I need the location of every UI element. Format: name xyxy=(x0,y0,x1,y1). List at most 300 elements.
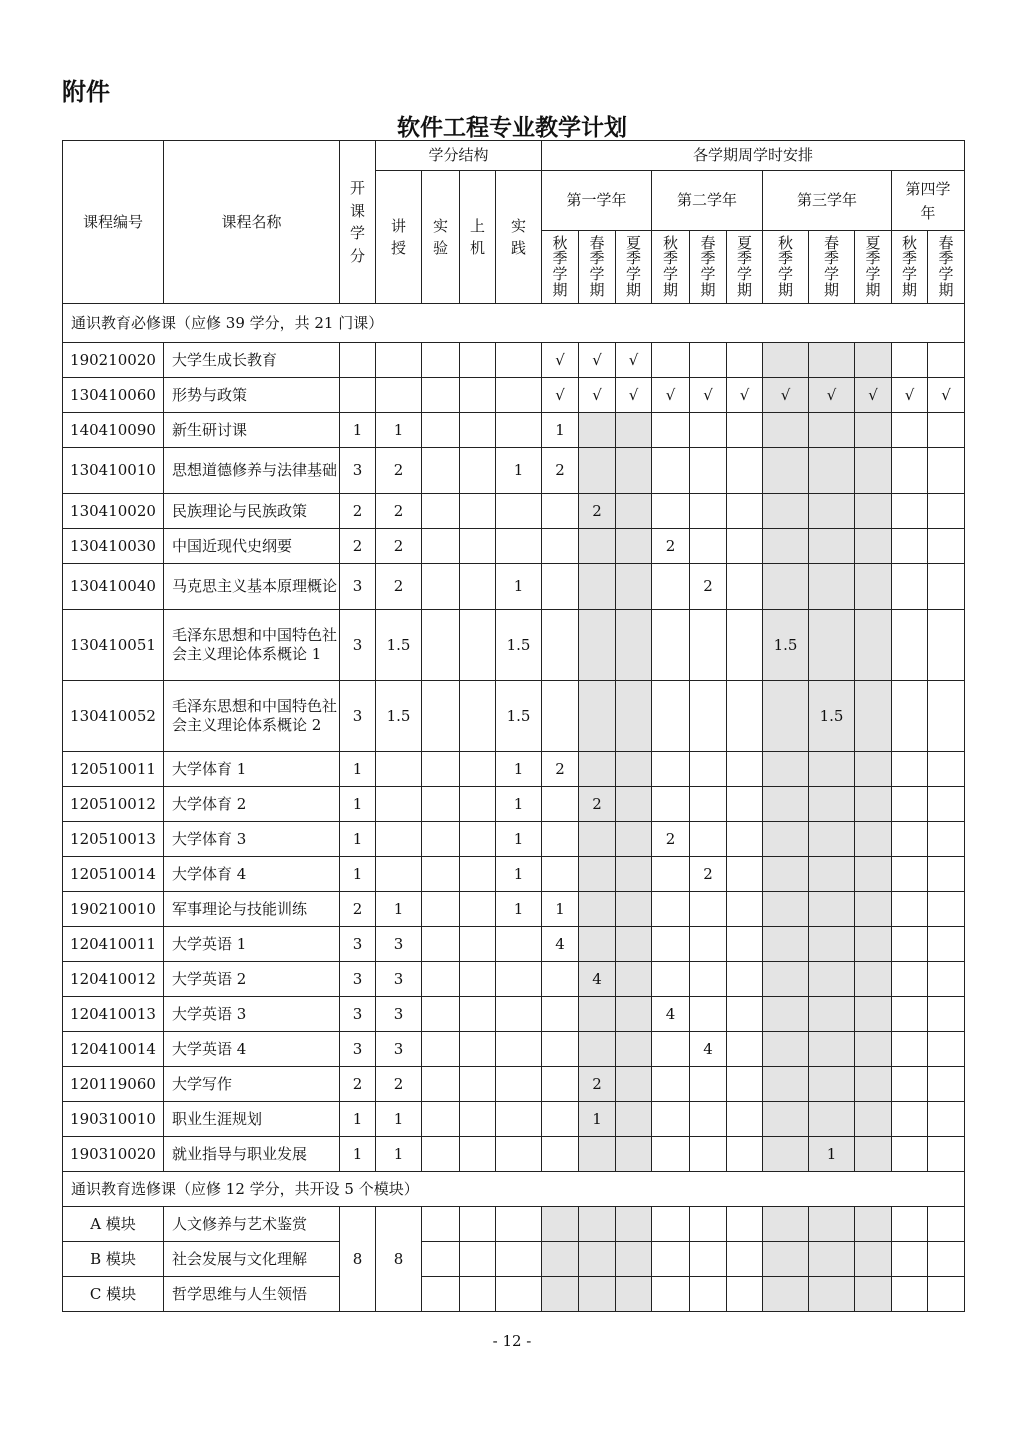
semester-hours: 1.5 xyxy=(763,610,809,681)
semester-hours: √ xyxy=(542,343,579,378)
experiment-credit xyxy=(422,892,460,927)
semester-hours xyxy=(892,892,928,927)
semester-hours xyxy=(928,1032,965,1067)
semester-hours xyxy=(727,529,763,564)
semester-hours xyxy=(892,752,928,787)
practice-credit: 1 xyxy=(496,448,542,494)
table-row xyxy=(63,610,965,681)
semester-hours xyxy=(579,1277,616,1312)
course-name: 大学体育 2 xyxy=(164,787,340,822)
experiment-credit xyxy=(422,1032,460,1067)
semester-hours xyxy=(690,529,727,564)
semester-hours xyxy=(809,529,855,564)
semester-hours xyxy=(809,1067,855,1102)
semester-hours: √ xyxy=(763,378,809,413)
semester-hours xyxy=(690,1277,727,1312)
semester-hours: 1 xyxy=(809,1137,855,1172)
semester-hours xyxy=(727,1032,763,1067)
semester-hours xyxy=(652,962,690,997)
semester-hours xyxy=(690,1242,727,1277)
practice-credit: 1 xyxy=(496,564,542,610)
practice-credit xyxy=(496,494,542,529)
credit: 1 xyxy=(340,1137,376,1172)
semester-hours xyxy=(579,529,616,564)
semester-hours xyxy=(542,1242,579,1277)
semester-hours xyxy=(652,1242,690,1277)
semester-hours xyxy=(763,927,809,962)
computer-credit xyxy=(460,564,496,610)
practice-credit: 1 xyxy=(496,822,542,857)
semester-hours xyxy=(652,1207,690,1242)
semester-hours xyxy=(727,1277,763,1312)
module-code: B 模块 xyxy=(63,1242,164,1277)
computer-credit xyxy=(460,1032,496,1067)
semester-hours xyxy=(763,343,809,378)
experiment-credit xyxy=(422,413,460,448)
semester-hours xyxy=(616,448,652,494)
semester-hours xyxy=(928,822,965,857)
credit: 3 xyxy=(340,927,376,962)
semester-hours xyxy=(616,892,652,927)
semester-hours xyxy=(928,448,965,494)
course-code: 120410013 xyxy=(63,997,164,1032)
semester-hours xyxy=(652,1032,690,1067)
semester-hours xyxy=(579,857,616,892)
course-code: 120510012 xyxy=(63,787,164,822)
credit: 1 xyxy=(340,787,376,822)
course-name: 马克思主义基本原理概论 xyxy=(164,564,340,610)
table-row xyxy=(63,927,965,962)
module-code: C 模块 xyxy=(63,1277,164,1312)
semester-hours: √ xyxy=(727,378,763,413)
semester-hours xyxy=(892,1242,928,1277)
practice-credit: 1.5 xyxy=(496,610,542,681)
practice-credit xyxy=(496,529,542,564)
semester-hours xyxy=(542,1067,579,1102)
table-row xyxy=(63,1242,965,1277)
header-semester: 春季学期 xyxy=(579,231,616,304)
table-row xyxy=(63,787,965,822)
semester-hours xyxy=(727,927,763,962)
semester-hours xyxy=(809,610,855,681)
semester-hours xyxy=(892,787,928,822)
lecture-credit: 2 xyxy=(376,564,422,610)
semester-hours xyxy=(727,681,763,752)
semester-hours xyxy=(892,448,928,494)
semester-hours: √ xyxy=(809,378,855,413)
semester-hours xyxy=(855,997,892,1032)
semester-hours: 2 xyxy=(579,1067,616,1102)
semester-hours xyxy=(542,1277,579,1312)
credit: 3 xyxy=(340,962,376,997)
semester-hours: √ xyxy=(855,378,892,413)
practice-credit: 1.5 xyxy=(496,681,542,752)
semester-hours xyxy=(809,1102,855,1137)
course-name: 大学体育 3 xyxy=(164,822,340,857)
semester-hours xyxy=(855,892,892,927)
page-number: - 12 - xyxy=(492,1332,532,1350)
course-code: 120410011 xyxy=(63,927,164,962)
empty-cell xyxy=(460,1242,496,1277)
module-name: 哲学思维与人生领悟 xyxy=(164,1277,340,1312)
semester-hours: 4 xyxy=(652,997,690,1032)
header-year-1: 第一学年 xyxy=(542,171,652,231)
semester-hours: √ xyxy=(616,343,652,378)
course-name: 形势与政策 xyxy=(164,378,340,413)
semester-hours xyxy=(579,1032,616,1067)
semester-hours xyxy=(855,1102,892,1137)
semester-hours xyxy=(690,997,727,1032)
semester-hours xyxy=(928,997,965,1032)
semester-hours xyxy=(542,564,579,610)
semester-hours xyxy=(579,822,616,857)
semester-hours xyxy=(542,857,579,892)
header-semester: 春季学期 xyxy=(928,231,965,304)
course-name: 大学写作 xyxy=(164,1067,340,1102)
lecture-credit xyxy=(376,857,422,892)
semester-hours xyxy=(928,413,965,448)
section-header: 通识教育必修课（应修 39 学分，共 21 门课） xyxy=(63,304,965,343)
credit: 3 xyxy=(340,564,376,610)
semester-hours xyxy=(928,564,965,610)
experiment-credit xyxy=(422,448,460,494)
table-row xyxy=(63,1102,965,1137)
semester-hours xyxy=(855,822,892,857)
credit: 2 xyxy=(340,494,376,529)
credit: 1 xyxy=(340,857,376,892)
header-semester: 秋季学期 xyxy=(763,231,809,304)
semester-hours xyxy=(763,787,809,822)
semester-hours xyxy=(855,413,892,448)
semester-hours xyxy=(616,1207,652,1242)
semester-hours xyxy=(809,927,855,962)
table-row xyxy=(63,857,965,892)
semester-hours xyxy=(763,857,809,892)
semester-hours xyxy=(855,752,892,787)
semester-hours xyxy=(809,997,855,1032)
header-experiment xyxy=(422,171,460,304)
table-row xyxy=(63,529,965,564)
semester-hours xyxy=(763,1242,809,1277)
empty-cell xyxy=(496,1242,542,1277)
semester-hours xyxy=(616,1137,652,1172)
course-name: 新生研讨课 xyxy=(164,413,340,448)
semester-hours xyxy=(855,962,892,997)
course-code: 190310010 xyxy=(63,1102,164,1137)
semester-hours xyxy=(690,822,727,857)
table-row xyxy=(63,752,965,787)
credit: 1 xyxy=(340,752,376,787)
computer-credit xyxy=(460,413,496,448)
lecture-credit xyxy=(376,378,422,413)
experiment-credit xyxy=(422,927,460,962)
practice-credit xyxy=(496,1067,542,1102)
course-name: 思想道德修养与法律基础 xyxy=(164,448,340,494)
semester-hours xyxy=(928,1207,965,1242)
header-year-4: 第四学年 xyxy=(892,171,965,231)
semester-hours xyxy=(727,1242,763,1277)
semester-hours xyxy=(579,892,616,927)
credit: 2 xyxy=(340,529,376,564)
semester-hours xyxy=(690,1102,727,1137)
lecture-credit: 2 xyxy=(376,494,422,529)
semester-hours xyxy=(690,1207,727,1242)
semester-hours: 4 xyxy=(542,927,579,962)
header-weekly-hours: 各学期周学时安排 xyxy=(542,141,965,171)
table-row xyxy=(63,1137,965,1172)
semester-hours: √ xyxy=(579,378,616,413)
semester-hours xyxy=(542,822,579,857)
course-code: 120410014 xyxy=(63,1032,164,1067)
empty-cell xyxy=(460,1207,496,1242)
semester-hours xyxy=(763,1067,809,1102)
header-credit-structure: 学分结构 xyxy=(376,141,542,171)
table-row xyxy=(63,681,965,752)
semester-hours xyxy=(855,448,892,494)
header-semester: 秋季学期 xyxy=(652,231,690,304)
semester-hours: 2 xyxy=(652,822,690,857)
computer-credit xyxy=(460,529,496,564)
experiment-credit xyxy=(422,822,460,857)
semester-hours xyxy=(542,787,579,822)
semester-hours xyxy=(727,787,763,822)
semester-hours xyxy=(892,1032,928,1067)
course-name: 大学体育 4 xyxy=(164,857,340,892)
semester-hours xyxy=(616,610,652,681)
semester-hours xyxy=(727,494,763,529)
semester-hours xyxy=(763,1102,809,1137)
semester-hours xyxy=(652,343,690,378)
empty-cell xyxy=(422,1207,460,1242)
course-name: 军事理论与技能训练 xyxy=(164,892,340,927)
header-course-name: 课程名称 xyxy=(164,141,340,304)
semester-hours: 2 xyxy=(690,857,727,892)
header-label: 讲授 xyxy=(390,216,406,257)
lecture-credit xyxy=(376,343,422,378)
semester-hours xyxy=(652,448,690,494)
semester-hours: 2 xyxy=(542,448,579,494)
lecture-credit: 2 xyxy=(376,1067,422,1102)
semester-hours xyxy=(616,962,652,997)
semester-hours xyxy=(892,564,928,610)
semester-hours xyxy=(690,448,727,494)
lecture-credit xyxy=(376,822,422,857)
semester-hours xyxy=(542,681,579,752)
experiment-credit xyxy=(422,343,460,378)
semester-hours xyxy=(928,529,965,564)
module-name: 社会发展与文化理解 xyxy=(164,1242,340,1277)
course-code: 140410090 xyxy=(63,413,164,448)
course-name: 毛泽东思想和中国特色社会主义理论体系概论 2 xyxy=(164,681,340,752)
semester-hours xyxy=(690,343,727,378)
lecture-credit: 3 xyxy=(376,1032,422,1067)
practice-credit xyxy=(496,1102,542,1137)
semester-hours xyxy=(892,857,928,892)
semester-hours xyxy=(652,752,690,787)
credit xyxy=(340,378,376,413)
semester-hours xyxy=(616,822,652,857)
semester-hours xyxy=(763,997,809,1032)
computer-credit xyxy=(460,752,496,787)
semester-hours xyxy=(616,1067,652,1102)
semester-hours xyxy=(892,1277,928,1312)
semester-hours xyxy=(579,1207,616,1242)
semester-hours xyxy=(892,927,928,962)
practice-credit xyxy=(496,343,542,378)
semester-hours xyxy=(892,997,928,1032)
empty-cell xyxy=(422,1277,460,1312)
semester-hours xyxy=(542,1102,579,1137)
semester-hours xyxy=(690,681,727,752)
experiment-credit xyxy=(422,997,460,1032)
module-credit: 8 xyxy=(340,1207,376,1312)
semester-hours xyxy=(892,494,928,529)
computer-credit xyxy=(460,610,496,681)
semester-hours xyxy=(855,564,892,610)
lecture-credit xyxy=(376,787,422,822)
semester-hours xyxy=(928,787,965,822)
header-lecture xyxy=(376,171,422,304)
credit: 3 xyxy=(340,681,376,752)
semester-hours xyxy=(855,681,892,752)
semester-hours xyxy=(727,1102,763,1137)
semester-hours xyxy=(763,448,809,494)
lecture-credit: 1 xyxy=(376,1102,422,1137)
module-lecture: 8 xyxy=(376,1207,422,1312)
semester-hours xyxy=(855,1137,892,1172)
table-row xyxy=(63,343,965,378)
course-code: 120510014 xyxy=(63,857,164,892)
semester-hours xyxy=(652,1102,690,1137)
semester-hours xyxy=(809,448,855,494)
semester-hours xyxy=(616,787,652,822)
semester-hours xyxy=(763,1137,809,1172)
semester-hours xyxy=(855,494,892,529)
semester-hours xyxy=(727,822,763,857)
semester-hours xyxy=(727,1137,763,1172)
course-name: 毛泽东思想和中国特色社会主义理论体系概论 1 xyxy=(164,610,340,681)
experiment-credit xyxy=(422,681,460,752)
lecture-credit: 1 xyxy=(376,892,422,927)
semester-hours xyxy=(763,822,809,857)
semester-hours xyxy=(727,343,763,378)
semester-hours: 1 xyxy=(579,1102,616,1137)
semester-hours xyxy=(763,529,809,564)
semester-hours xyxy=(616,564,652,610)
teaching-plan-table xyxy=(62,140,965,1312)
semester-hours xyxy=(809,343,855,378)
course-name: 大学英语 1 xyxy=(164,927,340,962)
semester-hours xyxy=(855,857,892,892)
semester-hours xyxy=(892,413,928,448)
header-credits-label: 开课学分 xyxy=(349,179,365,265)
semester-hours xyxy=(579,997,616,1032)
header-semester: 夏季学期 xyxy=(855,231,892,304)
computer-credit xyxy=(460,1137,496,1172)
semester-hours xyxy=(727,857,763,892)
semester-hours xyxy=(892,1207,928,1242)
semester-hours xyxy=(763,752,809,787)
semester-hours xyxy=(763,494,809,529)
semester-hours xyxy=(616,857,652,892)
semester-hours xyxy=(727,752,763,787)
course-code: 120510013 xyxy=(63,822,164,857)
semester-hours: 2 xyxy=(542,752,579,787)
semester-hours xyxy=(616,752,652,787)
practice-credit xyxy=(496,962,542,997)
semester-hours xyxy=(690,1137,727,1172)
semester-hours xyxy=(928,892,965,927)
credit: 1 xyxy=(340,1102,376,1137)
semester-hours xyxy=(579,610,616,681)
semester-hours xyxy=(928,1067,965,1102)
semester-hours xyxy=(809,1207,855,1242)
semester-hours xyxy=(727,564,763,610)
semester-hours xyxy=(928,343,965,378)
semester-hours xyxy=(892,822,928,857)
semester-hours xyxy=(763,681,809,752)
practice-credit xyxy=(496,413,542,448)
lecture-credit: 3 xyxy=(376,997,422,1032)
attachment-label: 附件 xyxy=(62,78,110,106)
table-row xyxy=(63,1067,965,1102)
semester-hours xyxy=(579,448,616,494)
header-year-3: 第三学年 xyxy=(763,171,892,231)
semester-hours xyxy=(690,752,727,787)
course-code: 190210010 xyxy=(63,892,164,927)
computer-credit xyxy=(460,1102,496,1137)
semester-hours xyxy=(616,494,652,529)
semester-hours xyxy=(727,1207,763,1242)
module-name: 人文修养与艺术鉴赏 xyxy=(164,1207,340,1242)
table-row xyxy=(63,962,965,997)
semester-hours xyxy=(542,529,579,564)
semester-hours xyxy=(928,1102,965,1137)
experiment-credit xyxy=(422,564,460,610)
semester-hours xyxy=(616,1277,652,1312)
semester-hours xyxy=(542,1137,579,1172)
practice-credit xyxy=(496,378,542,413)
semester-hours xyxy=(579,1137,616,1172)
semester-hours xyxy=(542,962,579,997)
credit: 2 xyxy=(340,1067,376,1102)
semester-hours xyxy=(652,927,690,962)
practice-credit: 1 xyxy=(496,752,542,787)
semester-hours xyxy=(579,1242,616,1277)
table-row xyxy=(63,822,965,857)
semester-hours xyxy=(690,494,727,529)
semester-hours: 2 xyxy=(652,529,690,564)
semester-hours xyxy=(579,927,616,962)
header-semester: 春季学期 xyxy=(809,231,855,304)
semester-hours xyxy=(727,610,763,681)
experiment-credit xyxy=(422,610,460,681)
course-name: 大学生成长教育 xyxy=(164,343,340,378)
lecture-credit: 1.5 xyxy=(376,610,422,681)
computer-credit xyxy=(460,892,496,927)
semester-hours xyxy=(652,1277,690,1312)
semester-hours xyxy=(690,610,727,681)
semester-hours xyxy=(616,927,652,962)
computer-credit xyxy=(460,857,496,892)
header-computer xyxy=(460,171,496,304)
header-semester: 春季学期 xyxy=(690,231,727,304)
credit: 1 xyxy=(340,413,376,448)
semester-hours xyxy=(892,962,928,997)
semester-hours xyxy=(652,564,690,610)
credit: 2 xyxy=(340,892,376,927)
semester-hours xyxy=(727,997,763,1032)
